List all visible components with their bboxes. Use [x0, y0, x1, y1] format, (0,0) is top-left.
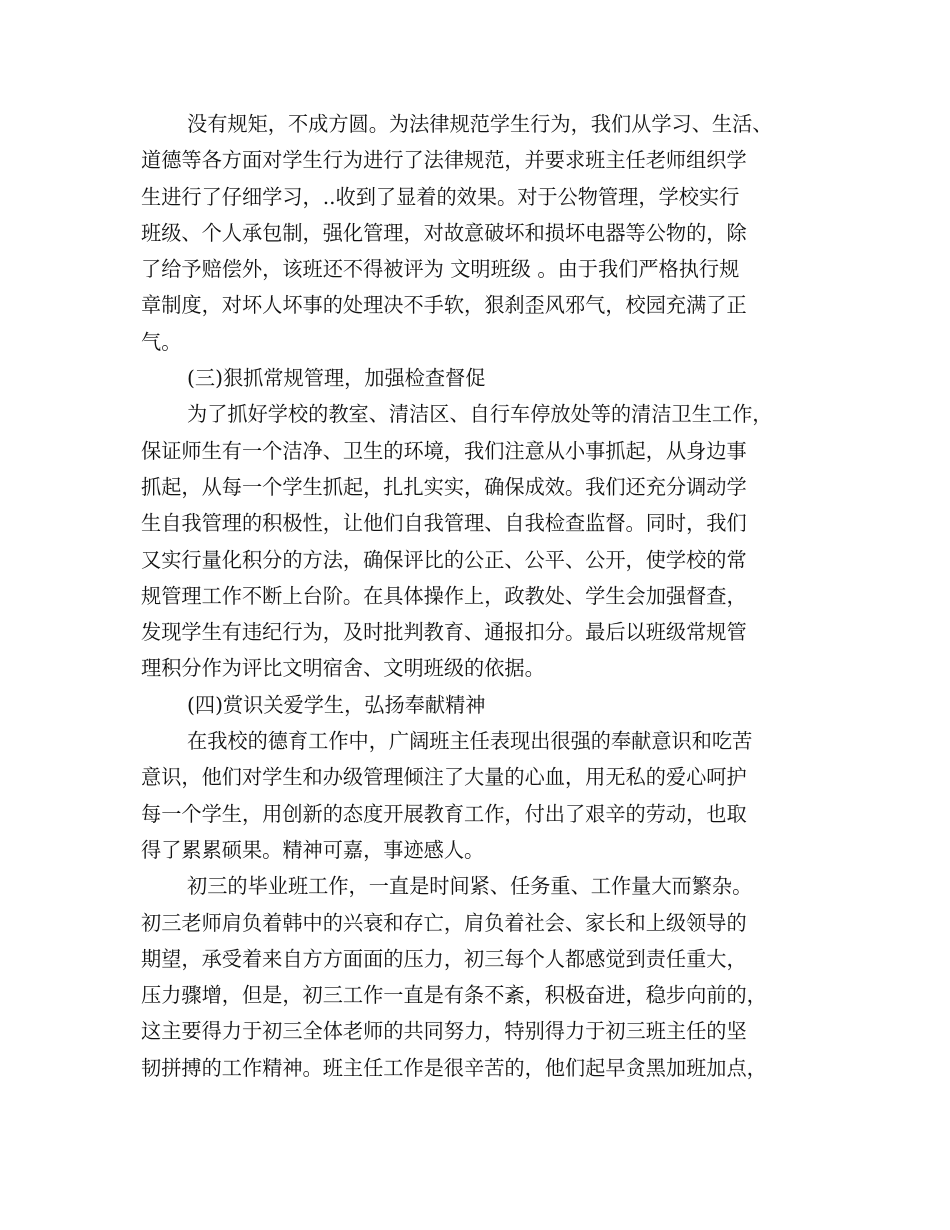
- text-line-13: 又实行量化积分的方法，确保评比的公正、公平、公开，使学校的常: [141, 547, 747, 572]
- document-body: [141, 106, 811, 1086]
- text-line-5: 了给予赔偿外，该班还不得被评为 文明班级 。由于我们严格执行规: [141, 257, 740, 282]
- text-line-21: 得了累累硕果。精神可嘉，事迹感人。: [141, 837, 485, 862]
- text-line-22: 初三的毕业班工作，一直是时间紧、任务重、工作量大而繁杂。: [187, 874, 753, 899]
- text-line-15: 发现学生有违纪行为，及时批判教育、通报扣分。最后以班级常规管: [141, 620, 747, 645]
- text-line-16: 理积分作为评比文明宿舍、文明班级的依据。: [141, 656, 545, 681]
- text-line-14: 规管理工作不断上台阶。在具体操作上，政教处、学生会加强督查，: [141, 583, 747, 608]
- text-line-10: 保证师生有一个洁净、卫生的环境，我们注意从小事抓起，从身边事: [141, 438, 747, 463]
- text-line-3: 生进行了仔细学习，..收到了显着的效果。对于公物管理，学校实行: [141, 184, 740, 209]
- text-line-12: 生自我管理的积极性，让他们自我管理、自我检查监督。同时，我们: [141, 511, 747, 536]
- text-line-23: 初三老师肩负着韩中的兴衰和存亡，肩负着社会、家长和上级领导的: [141, 910, 747, 935]
- text-line-7: 气。: [141, 329, 182, 354]
- text-line-25: 压力骤增，但是，初三工作一直是有条不紊，积极奋进，稳步向前的，: [141, 983, 767, 1008]
- text-line-19: 意识，他们对学生和办级管理倾注了大量的心血，用无私的爱心呵护: [141, 765, 747, 790]
- text-line-4: 班级、个人承包制，强化管理，对故意破坏和损坏电器等公物的，除: [141, 220, 747, 245]
- section-heading-3: (三)狠抓常规管理，加强检查督促: [187, 366, 486, 391]
- text-line-26: 这主要得力于初三全体老师的共同努力，特别得力于初三班主任的坚: [141, 1019, 747, 1044]
- text-line-18: 在我校的德育工作中，广阔班主任表现出很强的奉献意识和吃苦: [187, 729, 753, 754]
- text-line-27: 韧拼搏的工作精神。班主任工作是很辛苦的，他们起早贪黑加班加点，: [141, 1055, 767, 1080]
- text-line-24: 期望，承受着来自方方面面的压力，初三每个人都感觉到责任重大，: [141, 946, 747, 971]
- text-line-2: 道德等各方面对学生行为进行了法律规范，并要求班主任老师组织学: [141, 148, 747, 173]
- section-heading-4: (四)赏识关爱学生，弘扬奉献精神: [187, 692, 486, 717]
- text-line-11: 抓起，从每一个学生抓起，扎扎实实，确保成效。我们还充分调动学: [141, 474, 747, 499]
- text-line-1: 没有规矩，不成方圆。为法律规范学生行为，我们从学习、生活、: [187, 112, 773, 136]
- text-line-9: 为了抓好学校的教室、清洁区、自行车停放处等的清洁卫生工作，: [187, 402, 773, 427]
- text-line-6: 章制度，对坏人坏事的处理决不手软，狠刹歪风邪气，校园充满了正: [141, 293, 747, 318]
- text-line-20: 每一个学生，用创新的态度开展教育工作，付出了艰辛的劳动，也取: [141, 801, 747, 826]
